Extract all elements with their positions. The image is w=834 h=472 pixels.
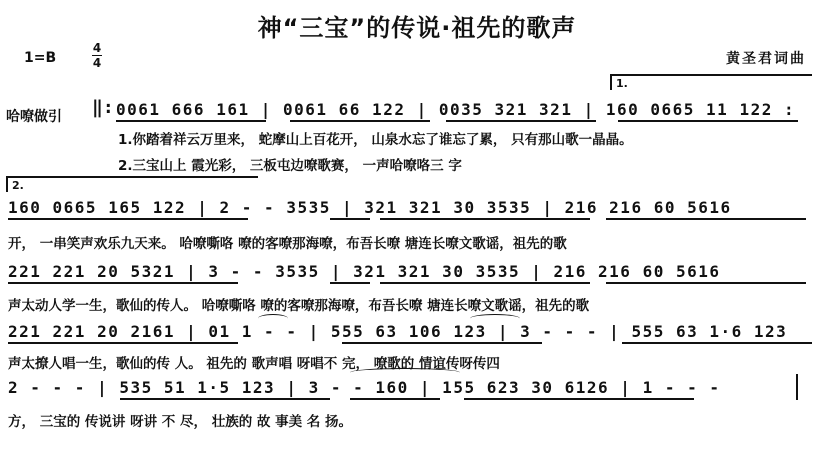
beam xyxy=(606,218,806,220)
lyrics-line-4: 声太撩人唱一生，歌仙的传 人。 祖先的 歌声唱 呀唱不 完， 嘹歌的 情谊传呀传四 xyxy=(8,356,500,372)
lyrics-line-1-verse-1: 1.你踏着祥云万里来， 蛇摩山上百花开， 山泉水忘了谁忘了累， 只有那山歌一晶晶。 xyxy=(118,132,633,148)
notes-line-5: 2 - - - | 535 51 1·5 123 | 3 - - 160 | 155 623 30 6126 | 1 - - - xyxy=(8,378,721,397)
beam xyxy=(330,218,370,220)
beam xyxy=(290,120,430,122)
beam xyxy=(446,120,596,122)
beam xyxy=(606,282,806,284)
lyrics-line-5: 方， 三宝的 传说讲 呀讲 不 尽， 壮族的 故 事美 名 扬。 xyxy=(8,414,352,430)
notes-line-3: 221 221 20 5321 | 3 - - 3535 | 321 321 30 3535 | 216 216 60 5616 xyxy=(8,262,721,281)
song-title: 神“三宝”的传说·祖先的歌声 xyxy=(257,14,577,42)
beam xyxy=(330,282,370,284)
volta-second xyxy=(6,176,258,192)
beam xyxy=(342,342,542,344)
beam xyxy=(380,282,590,284)
tie xyxy=(258,314,288,323)
lyrics-line-3: 声太动人学一生，歌仙的传人。 哈嘹嘶咯 嘹的客嘹那海嘹，布吾长嘹 塘连长嘹文歌谣，祖先的歌 xyxy=(8,298,590,314)
final-barline xyxy=(796,374,798,400)
notes-line-4: 221 221 20 2161 | 01 1 - - | 555 63 106 123 | 3 - - - | 555 63 1·6 123 xyxy=(8,322,788,341)
time-signature-top: 4 xyxy=(92,41,102,55)
credits: 黄圣君词曲 xyxy=(726,51,806,67)
beam xyxy=(8,218,248,220)
beam xyxy=(380,218,590,220)
notes-line-2: 160 0665 165 122 | 2 - - 3535 | 321 321 30 3535 | 216 216 60 5616 xyxy=(8,198,732,217)
key-signature: 1=B xyxy=(24,50,57,66)
time-signature-bottom: 4 xyxy=(92,56,102,70)
lyrics-line-1-verse-2: 2.三宝山上 霞光彩， 三板屯边嘹歌赛， 一声哈嘹咯三 字 xyxy=(118,158,462,174)
lyrics-line-2: 开， 一串笑声欢乐九天来。 哈嘹嘶咯 嘹的客嘹那海嘹，布吾长嘹 塘连长嘹文歌谣，祖先的歌 xyxy=(8,236,567,252)
beam xyxy=(464,398,694,400)
volta-first-label: 1. xyxy=(616,77,628,90)
volta-first xyxy=(610,74,812,90)
beam xyxy=(618,120,798,122)
tie xyxy=(350,368,460,377)
beam xyxy=(8,282,238,284)
beam xyxy=(350,398,440,400)
notes-line-1: 0061 666 161 | 0061 66 122 | 0035 321 321 | 160 0665 11 122 : xyxy=(116,100,796,119)
repeat-start-sign: ‖: xyxy=(92,97,114,118)
intro-label: 哈嘹做引 xyxy=(6,109,62,125)
beam xyxy=(116,120,266,122)
volta-second-label: 2. xyxy=(12,179,24,192)
beam xyxy=(120,398,330,400)
time-signature xyxy=(92,42,102,69)
beam xyxy=(622,342,812,344)
beam xyxy=(8,342,238,344)
tie xyxy=(470,314,520,323)
